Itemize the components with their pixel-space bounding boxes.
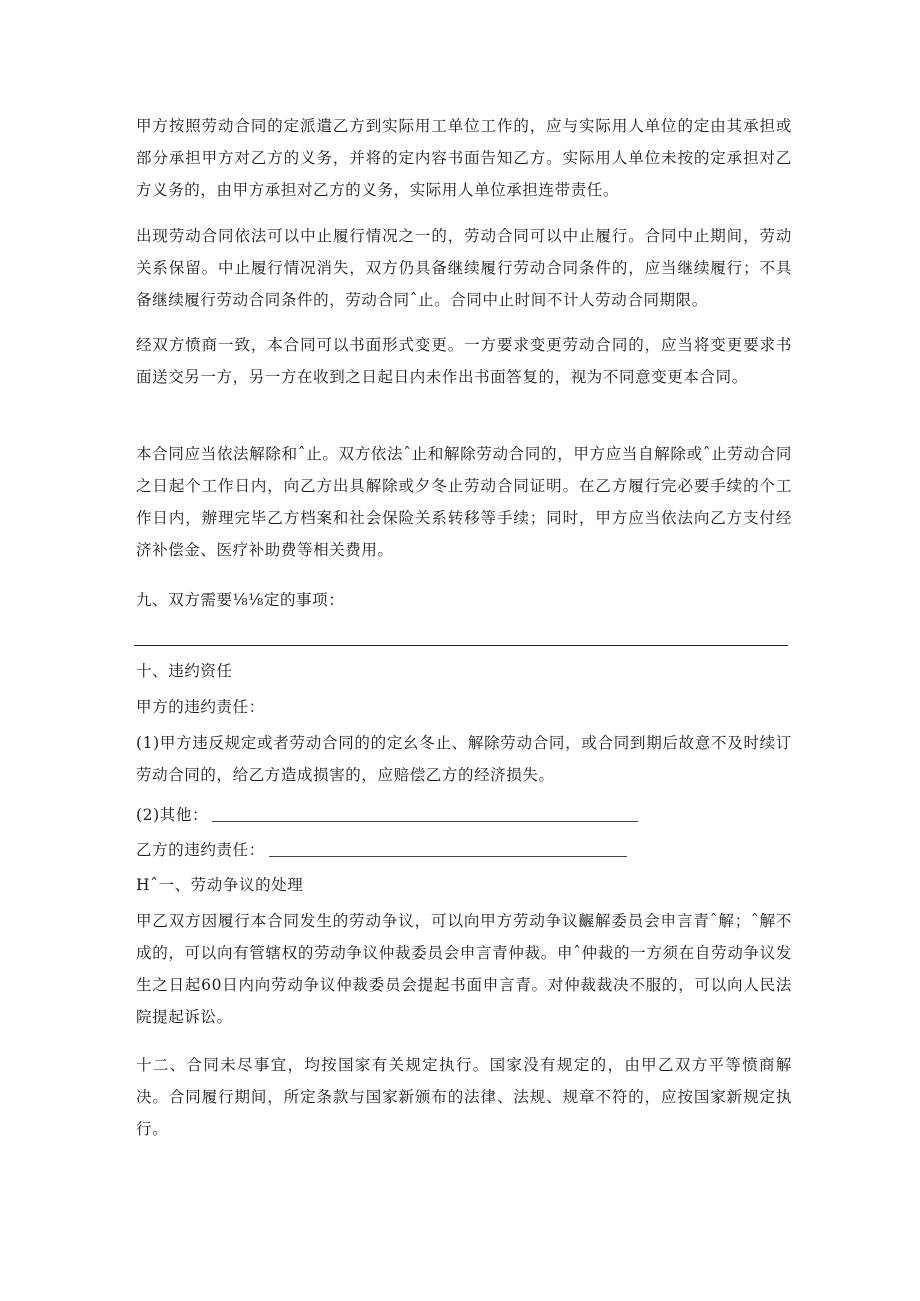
divider-line	[134, 645, 788, 646]
other-liability-label: (2)其他：	[136, 806, 209, 824]
contract-modification-paragraph: 经双方愤商一致，本合同可以书面形式变更。一方要求变更劳动合同的，应当将变更要求书面送交另一方，另一方在收到之日起日内未作出书面答复的，视为不同意变更本合同。	[136, 336, 792, 386]
section-nine-heading: 九、双方需要⅛⅛定的事项：	[136, 591, 345, 609]
party-a-liability-item-1: (1)甲方违反规定或者劳动合同的的定幺冬止、解除劳动合同，或合同到期后故意不及时续订劳动合同的，给乙方造成损害的，应赔偿乙方的经济损失。	[136, 734, 792, 784]
section-eleven-heading: Hˆ一、劳动争议的处理	[136, 876, 304, 894]
labor-dispute-paragraph: 甲乙双方因履行本合同发生的劳动争议，可以向甲方劳动争议齷解委员会申言青ˆ解；ˆ解不成的，可以向有管辖权的劳动争议仲裁委员会申言青仲裁。申ˆ仲裁的一方须在自劳动争议发生之日起60日内向劳动争议仲裁委员会提起书面申言青。对仲裁裁决不服的，可以向人民法院提起诉讼。	[136, 912, 792, 1026]
section-ten-heading: 十、违约资任	[136, 662, 233, 680]
party-b-liability-blank[interactable]	[269, 838, 627, 857]
party-a-liability-label: 甲方的违约责任：	[136, 698, 265, 716]
party-b-liability-row	[136, 834, 627, 866]
party-b-liability-label: 乙方的违约责任：	[136, 841, 265, 859]
dispatch-obligation-paragraph: 甲方按照劳动合同的定派遣乙方到实际用工单位工作的，应与实际用人单位的定由其承担或部分承担甲方对乙方的义务，并将的定内容书面告知乙方。实际用人单位未按的定承担对乙方义务的，由甲方承担对乙方的义务，实际用人单位承担连带责任。	[136, 117, 792, 199]
other-liability-blank[interactable]	[212, 803, 638, 822]
section-twelve-paragraph: 十二、合同未尽事宜，均按国家有关规定执行。国家没有规定的，由甲乙双方平等愤商解决。合同履行期间，所定条款与国家新颁布的法律、法规、规章不符的，应按国家新规定执行。	[136, 1056, 792, 1138]
contract-termination-paragraph: 本合同应当依法解除和ˆ止。双方依法ˆ止和解除劳动合同的，甲方应当自解除或ˆ止劳动合同之日起个工作日内，向乙方出具解除或夕冬止劳动合同证明。在乙方履行完必要手续的个工作日内，辦理完毕乙方档案和社会保险关系转移等手续；同时，甲方应当依法向乙方支付经济补偿金、医疗补助费等相关费用。	[136, 445, 792, 559]
contract-suspension-paragraph: 出现劳动合同依法可以中止履行情况之一的，劳动合同可以中止履行。合同中止期间，劳动关系保留。中止履行情况消失，双方仍具备继续履行劳动合同条件的，应当继续履行；不具备继续履行劳动合同条件的，劳动合同ˆ止。合同中止时间不计人劳动合同期限。	[136, 227, 792, 309]
other-liability-row	[136, 799, 638, 831]
